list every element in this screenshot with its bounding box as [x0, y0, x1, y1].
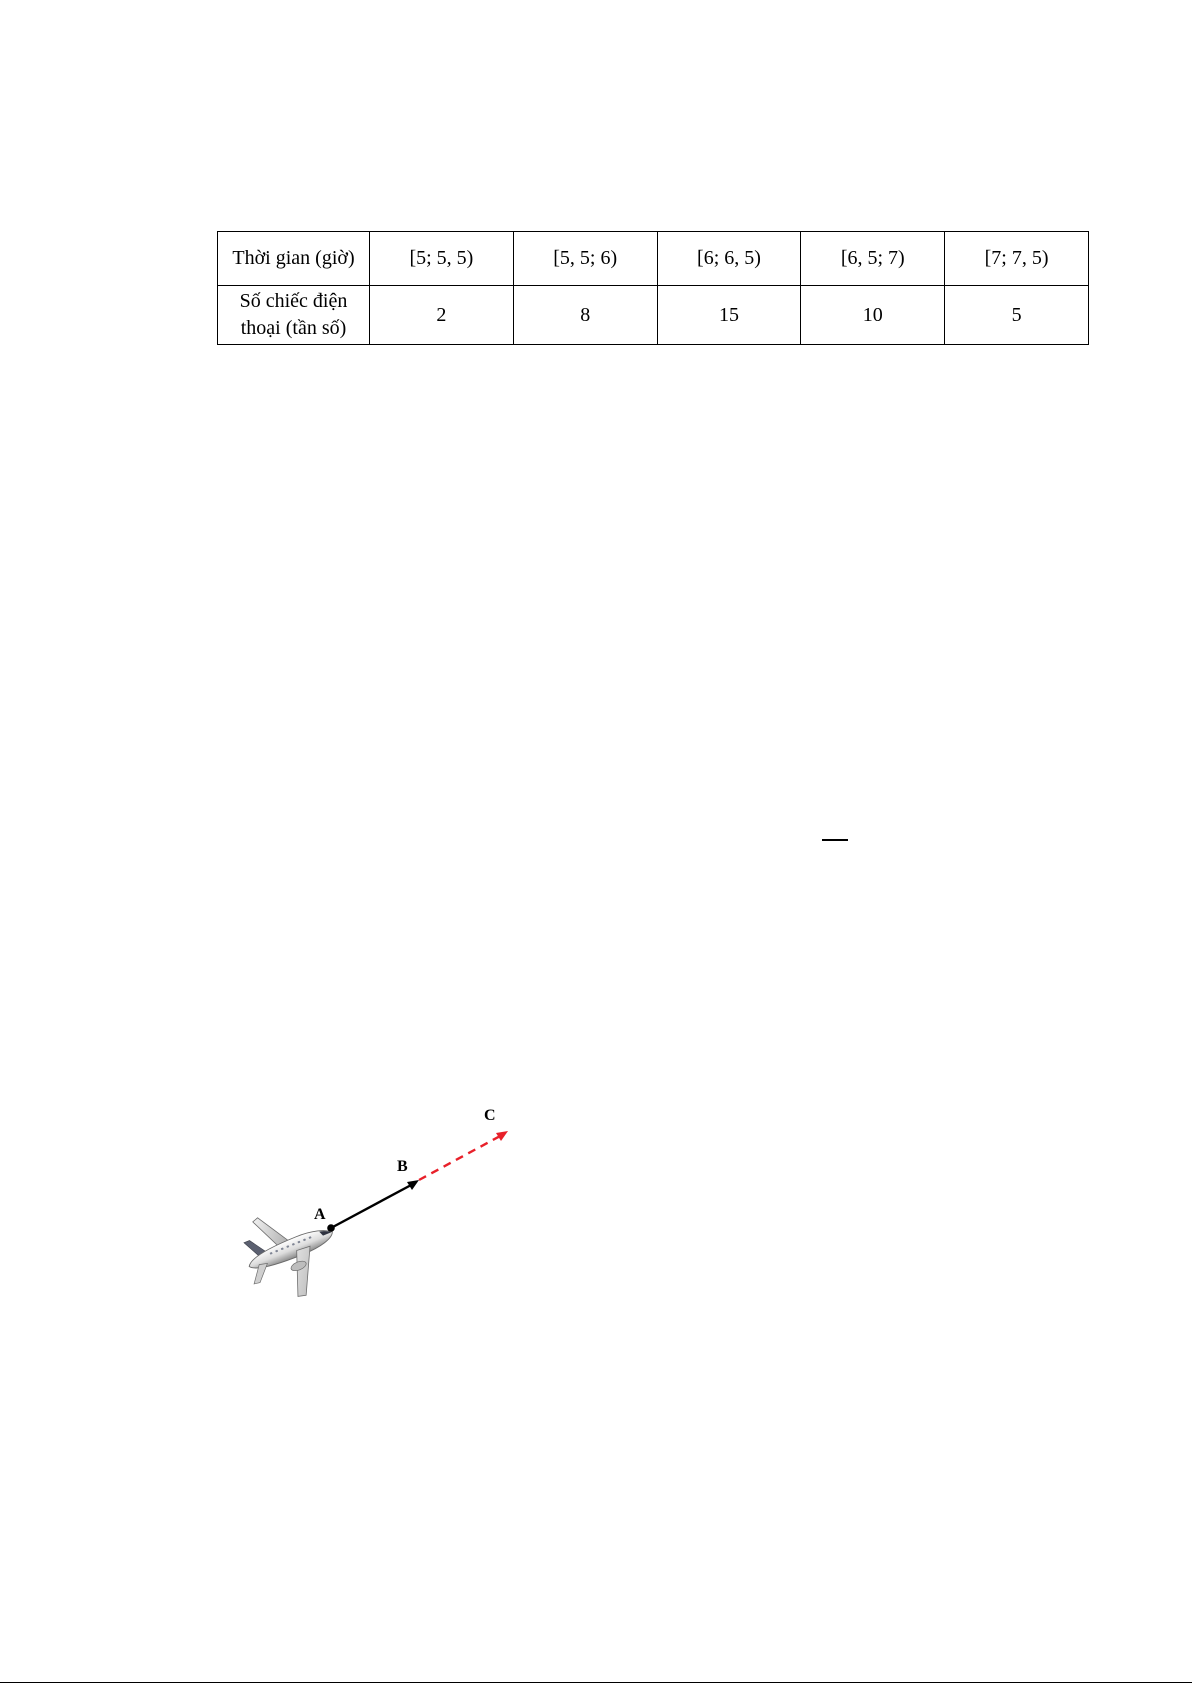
- row-header-time: Thời gian (giờ): [218, 232, 370, 286]
- frequency-cell: 2: [370, 286, 514, 345]
- row-header-frequency-line2: thoại (tần số): [240, 317, 347, 339]
- interval-cell: [5; 5, 5): [370, 232, 514, 286]
- interval-cell: [6, 5; 7): [801, 232, 945, 286]
- label-c: C: [484, 1107, 496, 1124]
- interval-cell: [5, 5; 6): [513, 232, 657, 286]
- interval-cell: [7; 7, 5): [945, 232, 1089, 286]
- row-header-frequency-line1: Số chiếc điện: [239, 290, 348, 312]
- frequency-cell: 10: [801, 286, 945, 345]
- row-header-frequency: [218, 286, 370, 345]
- page-bottom-rule: [0, 1682, 1192, 1683]
- segment-bc: [419, 1135, 502, 1180]
- point-a-dot: [327, 1224, 335, 1232]
- label-b: B: [397, 1158, 408, 1175]
- frequency-table: [217, 231, 1089, 345]
- airplane-trajectory-figure: [238, 1098, 528, 1304]
- segment-ab: [331, 1184, 413, 1228]
- airplane-icon: [238, 1194, 351, 1304]
- label-a: A: [314, 1206, 326, 1223]
- frequency-cell: 15: [657, 286, 801, 345]
- table-row: [218, 286, 1089, 345]
- frequency-cell: 5: [945, 286, 1089, 345]
- overline-mark: [822, 839, 848, 841]
- frequency-cell: 8: [513, 286, 657, 345]
- interval-cell: [6; 6, 5): [657, 232, 801, 286]
- table-row: [218, 232, 1089, 286]
